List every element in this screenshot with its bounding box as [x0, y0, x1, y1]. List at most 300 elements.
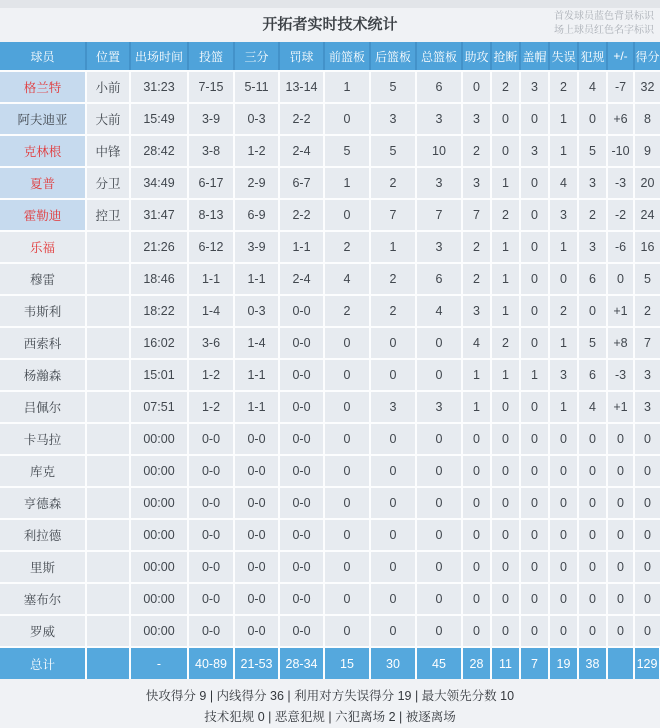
- stat-cell: 6-17: [188, 167, 234, 199]
- stat-cell: 0: [416, 615, 462, 647]
- table-row: [0, 103, 660, 135]
- stat-cell: 0: [520, 391, 549, 423]
- stat-cell: 0-0: [279, 391, 324, 423]
- stat-cell: 0: [491, 487, 520, 519]
- fouls-line: 技术犯规 0 | 恶意犯规 | 六犯离场 2 | 被逐离场: [204, 710, 456, 724]
- column-header: 出场时间: [130, 42, 188, 71]
- stat-cell: 2-2: [279, 199, 324, 231]
- stat-cell: 0: [491, 103, 520, 135]
- stat-cell: 0: [370, 551, 416, 583]
- stat-cell: 1-1: [234, 359, 279, 391]
- stat-cell: 0: [324, 327, 370, 359]
- stat-cell: 0: [634, 583, 660, 615]
- table-row: [0, 231, 660, 263]
- stat-cell: 32: [634, 71, 660, 103]
- stat-cell: 1: [549, 135, 578, 167]
- stat-cell: 1: [370, 231, 416, 263]
- stat-cell: 2: [549, 295, 578, 327]
- player-name-cell: 亨德森: [0, 487, 86, 519]
- column-header: +/-: [607, 42, 634, 71]
- stat-cell: 0: [578, 103, 607, 135]
- stat-cell: 0: [549, 423, 578, 455]
- stat-cell: 0: [549, 551, 578, 583]
- stat-cell: 0-0: [279, 327, 324, 359]
- stat-cell: 0: [520, 455, 549, 487]
- stat-cell: 31:23: [130, 71, 188, 103]
- stat-cell: 0: [578, 583, 607, 615]
- total-stat-cell: 21-53: [234, 647, 279, 679]
- stat-cell: 0-0: [234, 423, 279, 455]
- player-name-cell: 韦斯利: [0, 295, 86, 327]
- stat-cell: 4: [549, 167, 578, 199]
- stat-cell: -2: [607, 199, 634, 231]
- column-header: 后篮板: [370, 42, 416, 71]
- table-row: [0, 423, 660, 455]
- stat-cell: 2: [462, 263, 491, 295]
- column-header: 盖帽: [520, 42, 549, 71]
- stat-cell: 0: [324, 391, 370, 423]
- stat-cell: 00:00: [130, 519, 188, 551]
- stat-cell: 0: [491, 583, 520, 615]
- stat-cell: 0-3: [234, 103, 279, 135]
- stat-cell: 4: [416, 295, 462, 327]
- stat-cell: 0-0: [279, 295, 324, 327]
- table-row: [0, 551, 660, 583]
- stat-cell: 1-4: [234, 327, 279, 359]
- stat-cell: [86, 423, 130, 455]
- column-header: 抢断: [491, 42, 520, 71]
- total-stat-cell: 19: [549, 647, 578, 679]
- stat-cell: 0-0: [188, 519, 234, 551]
- stat-cell: 28:42: [130, 135, 188, 167]
- stat-cell: 15:49: [130, 103, 188, 135]
- stat-cell: 0: [462, 615, 491, 647]
- stat-cell: 8: [634, 103, 660, 135]
- stat-cell: 0: [520, 199, 549, 231]
- stat-cell: 0-0: [234, 487, 279, 519]
- column-header: 球员: [0, 42, 86, 71]
- stat-cell: 1-1: [279, 231, 324, 263]
- stat-cell: 7-15: [188, 71, 234, 103]
- stat-cell: [86, 391, 130, 423]
- stat-cell: -3: [607, 167, 634, 199]
- stat-cell: [86, 295, 130, 327]
- stat-cell: 0: [549, 263, 578, 295]
- stat-cell: 2: [634, 295, 660, 327]
- stat-cell: 0: [520, 231, 549, 263]
- stat-cell: 2-4: [279, 263, 324, 295]
- stat-cell: 0: [578, 455, 607, 487]
- stat-cell: 0: [520, 327, 549, 359]
- stat-cell: 0: [520, 167, 549, 199]
- table-row: [0, 327, 660, 359]
- stat-cell: 0-0: [234, 519, 279, 551]
- stat-cell: 0: [607, 263, 634, 295]
- stat-cell: 6: [578, 359, 607, 391]
- stat-cell: 0: [607, 551, 634, 583]
- stat-cell: 3: [416, 167, 462, 199]
- stat-cell: 0: [416, 487, 462, 519]
- stat-cell: 0-3: [234, 295, 279, 327]
- header-row: [0, 42, 660, 71]
- stat-cell: 0-0: [279, 423, 324, 455]
- stat-cell: 1: [491, 231, 520, 263]
- stat-cell: 2: [462, 135, 491, 167]
- stat-cell: 1: [491, 295, 520, 327]
- stat-cell: 0: [324, 487, 370, 519]
- player-name-cell: 里斯: [0, 551, 86, 583]
- stat-cell: 0: [324, 615, 370, 647]
- stat-cell: 1: [462, 391, 491, 423]
- stat-cell: 3: [462, 295, 491, 327]
- table-row: [0, 455, 660, 487]
- stat-cell: 0: [370, 455, 416, 487]
- stat-cell: 3: [549, 359, 578, 391]
- stat-cell: +1: [607, 391, 634, 423]
- stat-cell: 0-0: [234, 615, 279, 647]
- stat-cell: 小前: [86, 71, 130, 103]
- player-name-cell: 卡马拉: [0, 423, 86, 455]
- stat-cell: 0: [578, 423, 607, 455]
- stat-cell: 0-0: [234, 455, 279, 487]
- stat-cell: 0: [491, 135, 520, 167]
- stat-cell: 0-0: [188, 583, 234, 615]
- stat-cell: 0-0: [279, 615, 324, 647]
- stat-cell: 0: [416, 583, 462, 615]
- legend: [554, 10, 654, 38]
- stat-cell: 0: [462, 583, 491, 615]
- stat-cell: 0: [520, 103, 549, 135]
- stat-cell: 0: [370, 423, 416, 455]
- stat-cell: 3: [416, 231, 462, 263]
- stat-cell: 13-14: [279, 71, 324, 103]
- table-row: [0, 583, 660, 615]
- team-stats-line: 快攻得分 9 | 内线得分 36 | 利用对方失误得分 19 | 最大领先分数 10: [145, 689, 515, 703]
- stat-cell: 大前: [86, 103, 130, 135]
- stat-cell: 3: [462, 167, 491, 199]
- stat-cell: 1: [549, 231, 578, 263]
- stat-cell: 00:00: [130, 423, 188, 455]
- table-row: [0, 519, 660, 551]
- stat-cell: 00:00: [130, 615, 188, 647]
- player-name-cell: 吕佩尔: [0, 391, 86, 423]
- stat-cell: 6-9: [234, 199, 279, 231]
- stat-cell: 0: [607, 455, 634, 487]
- stat-cell: 0: [549, 455, 578, 487]
- stat-cell: 2: [578, 199, 607, 231]
- player-name-cell: 乐福: [0, 231, 86, 263]
- stat-cell: 0: [578, 615, 607, 647]
- stat-cell: 0: [416, 519, 462, 551]
- stat-cell: 3: [634, 391, 660, 423]
- column-header: 失误: [549, 42, 578, 71]
- stat-cell: [86, 583, 130, 615]
- stat-cell: 0: [462, 551, 491, 583]
- stat-cell: 0-0: [234, 583, 279, 615]
- page-title: 开拓者实时技术统计: [262, 16, 398, 33]
- total-stat-cell: -: [130, 647, 188, 679]
- stat-cell: -7: [607, 71, 634, 103]
- stat-cell: [86, 327, 130, 359]
- stat-cell: 0: [491, 423, 520, 455]
- table-row: [0, 71, 660, 103]
- total-row: [0, 647, 660, 679]
- total-stat-cell: 30: [370, 647, 416, 679]
- stat-cell: 0: [607, 423, 634, 455]
- player-name-cell: 霍勒迪: [0, 199, 86, 231]
- stat-cell: 20: [634, 167, 660, 199]
- stat-cell: 3: [416, 103, 462, 135]
- stat-cell: 0: [462, 423, 491, 455]
- stat-cell: 0: [491, 519, 520, 551]
- stat-cell: 2: [462, 231, 491, 263]
- stat-cell: [86, 263, 130, 295]
- stat-cell: 3-8: [188, 135, 234, 167]
- stat-cell: 1-2: [234, 135, 279, 167]
- player-name-cell: 夏普: [0, 167, 86, 199]
- stat-cell: 9: [634, 135, 660, 167]
- stat-cell: 5: [370, 135, 416, 167]
- stat-cell: 0: [416, 359, 462, 391]
- stat-cell: 0: [416, 327, 462, 359]
- stat-cell: 0: [370, 519, 416, 551]
- stat-cell: 0: [416, 423, 462, 455]
- stat-cell: 2: [370, 263, 416, 295]
- stat-cell: 0: [578, 551, 607, 583]
- player-name-cell: 格兰特: [0, 71, 86, 103]
- table-row: [0, 615, 660, 647]
- stat-cell: 0: [520, 423, 549, 455]
- column-header: 罚球: [279, 42, 324, 71]
- stat-cell: 7: [462, 199, 491, 231]
- stat-cell: 控卫: [86, 199, 130, 231]
- stat-cell: 0: [634, 519, 660, 551]
- table-row: [0, 391, 660, 423]
- total-stat-cell: 45: [416, 647, 462, 679]
- stat-cell: 3-9: [234, 231, 279, 263]
- stat-cell: 0: [578, 487, 607, 519]
- stat-cell: 0: [324, 423, 370, 455]
- player-name-cell: 塞布尔: [0, 583, 86, 615]
- stat-cell: 16: [634, 231, 660, 263]
- stat-cell: 2: [491, 327, 520, 359]
- column-header: 总篮板: [416, 42, 462, 71]
- stat-cell: 0: [324, 551, 370, 583]
- stat-cell: 3: [578, 231, 607, 263]
- stat-cell: 0: [462, 455, 491, 487]
- stat-cell: 5: [370, 71, 416, 103]
- stat-cell: 3-9: [188, 103, 234, 135]
- stat-cell: 4: [578, 391, 607, 423]
- stat-cell: 0: [520, 263, 549, 295]
- stat-cell: +1: [607, 295, 634, 327]
- stat-cell: 1: [549, 327, 578, 359]
- stat-cell: 34:49: [130, 167, 188, 199]
- column-header: 位置: [86, 42, 130, 71]
- stat-cell: -6: [607, 231, 634, 263]
- stat-cell: 0: [607, 615, 634, 647]
- stats-table: [0, 42, 660, 679]
- stat-cell: 3: [634, 359, 660, 391]
- stat-cell: 2: [370, 167, 416, 199]
- stat-cell: 2-9: [234, 167, 279, 199]
- stat-cell: 0: [634, 487, 660, 519]
- stat-cell: 3: [416, 391, 462, 423]
- stat-cell: 0: [549, 519, 578, 551]
- stat-cell: 16:02: [130, 327, 188, 359]
- stat-cell: 0-0: [279, 487, 324, 519]
- table-row: [0, 295, 660, 327]
- stat-cell: 0: [634, 551, 660, 583]
- total-stat-cell: 40-89: [188, 647, 234, 679]
- stat-cell: 0: [520, 551, 549, 583]
- stat-cell: +6: [607, 103, 634, 135]
- stat-cell: 18:22: [130, 295, 188, 327]
- stat-cell: 0: [370, 615, 416, 647]
- stat-cell: 1-1: [234, 391, 279, 423]
- stat-cell: 0: [520, 519, 549, 551]
- stat-cell: 1: [491, 359, 520, 391]
- stat-cell: 1-2: [188, 359, 234, 391]
- player-name-cell: 杨瀚森: [0, 359, 86, 391]
- stat-cell: 7: [416, 199, 462, 231]
- stat-cell: 0: [370, 327, 416, 359]
- table-row: [0, 135, 660, 167]
- stat-cell: 0: [324, 455, 370, 487]
- stat-cell: 0: [491, 615, 520, 647]
- stat-cell: 0-0: [279, 583, 324, 615]
- stat-cell: -3: [607, 359, 634, 391]
- stat-cell: 4: [324, 263, 370, 295]
- stat-cell: 0: [578, 519, 607, 551]
- stat-cell: [86, 551, 130, 583]
- total-stat-cell: [86, 647, 130, 679]
- stat-cell: 3: [578, 167, 607, 199]
- stat-cell: 2: [491, 199, 520, 231]
- stat-cell: 00:00: [130, 583, 188, 615]
- stat-cell: 5: [634, 263, 660, 295]
- stat-cell: [86, 487, 130, 519]
- player-name-cell: 穆雷: [0, 263, 86, 295]
- stat-cell: 2: [491, 71, 520, 103]
- total-stat-cell: 7: [520, 647, 549, 679]
- stat-cell: 0: [324, 583, 370, 615]
- stat-cell: [86, 231, 130, 263]
- stat-cell: 1: [491, 167, 520, 199]
- stat-cell: 5: [578, 327, 607, 359]
- stat-cell: [86, 455, 130, 487]
- stat-cell: 3: [520, 135, 549, 167]
- stat-cell: 3: [549, 199, 578, 231]
- column-header: 得分: [634, 42, 660, 71]
- table-row: [0, 359, 660, 391]
- column-header: 投篮: [188, 42, 234, 71]
- stat-cell: 0: [520, 615, 549, 647]
- top-strip: [0, 0, 660, 8]
- stat-cell: 3: [520, 71, 549, 103]
- stat-cell: 6-12: [188, 231, 234, 263]
- stat-cell: 7: [370, 199, 416, 231]
- stat-cell: 1-2: [188, 391, 234, 423]
- stat-cell: 0: [370, 359, 416, 391]
- stat-cell: 1-1: [188, 263, 234, 295]
- stat-cell: 7: [634, 327, 660, 359]
- total-stat-cell: 28-34: [279, 647, 324, 679]
- stat-cell: 6-7: [279, 167, 324, 199]
- stat-cell: 5: [324, 135, 370, 167]
- stat-cell: 3-6: [188, 327, 234, 359]
- player-name-cell: 罗威: [0, 615, 86, 647]
- stat-cell: 0: [491, 551, 520, 583]
- stat-cell: 1: [324, 167, 370, 199]
- stat-cell: 10: [416, 135, 462, 167]
- stat-cell: 1: [549, 391, 578, 423]
- stat-cell: 0: [491, 391, 520, 423]
- stat-cell: 0: [370, 487, 416, 519]
- stat-cell: 1: [491, 263, 520, 295]
- stat-cell: 1: [549, 103, 578, 135]
- stat-cell: 1-1: [234, 263, 279, 295]
- player-name-cell: 西索科: [0, 327, 86, 359]
- stat-cell: 0: [324, 103, 370, 135]
- stat-cell: 0: [634, 615, 660, 647]
- stat-cell: 0: [491, 455, 520, 487]
- stat-cell: 0: [549, 583, 578, 615]
- stat-cell: 0-0: [188, 615, 234, 647]
- table-row: [0, 263, 660, 295]
- legend-starter-note: 首发球员蓝色背景标识: [554, 11, 654, 22]
- player-name-cell: 阿夫迪亚: [0, 103, 86, 135]
- stat-cell: 0-0: [188, 487, 234, 519]
- stat-cell: 1-4: [188, 295, 234, 327]
- stat-cell: 3: [370, 103, 416, 135]
- total-stat-cell: 129: [634, 647, 660, 679]
- footer-area: [0, 679, 660, 728]
- stat-cell: 0: [462, 71, 491, 103]
- stat-cell: 31:47: [130, 199, 188, 231]
- stat-cell: 0-0: [279, 551, 324, 583]
- stat-cell: 2: [324, 295, 370, 327]
- stat-cell: 6: [416, 71, 462, 103]
- stat-cell: -10: [607, 135, 634, 167]
- stat-cell: [86, 359, 130, 391]
- total-stat-cell: 38: [578, 647, 607, 679]
- stat-cell: 0: [324, 359, 370, 391]
- stat-cell: 24: [634, 199, 660, 231]
- stat-cell: 0: [607, 583, 634, 615]
- stat-cell: 8-13: [188, 199, 234, 231]
- table-row: [0, 199, 660, 231]
- stat-cell: 3: [462, 103, 491, 135]
- header-area: [0, 8, 660, 42]
- player-name-cell: 利拉德: [0, 519, 86, 551]
- table-row: [0, 167, 660, 199]
- stat-cell: 00:00: [130, 487, 188, 519]
- stat-cell: 0: [578, 295, 607, 327]
- stat-cell: 0: [549, 487, 578, 519]
- stat-cell: 分卫: [86, 167, 130, 199]
- stat-cell: 1: [324, 71, 370, 103]
- stat-cell: 0-0: [279, 519, 324, 551]
- stat-cell: 0-0: [279, 455, 324, 487]
- stat-cell: 中锋: [86, 135, 130, 167]
- stat-cell: 15:01: [130, 359, 188, 391]
- stat-cell: 2-2: [279, 103, 324, 135]
- stat-cell: 0-0: [234, 551, 279, 583]
- stat-cell: 18:46: [130, 263, 188, 295]
- stat-cell: 2: [549, 71, 578, 103]
- total-label: 总计: [0, 647, 86, 679]
